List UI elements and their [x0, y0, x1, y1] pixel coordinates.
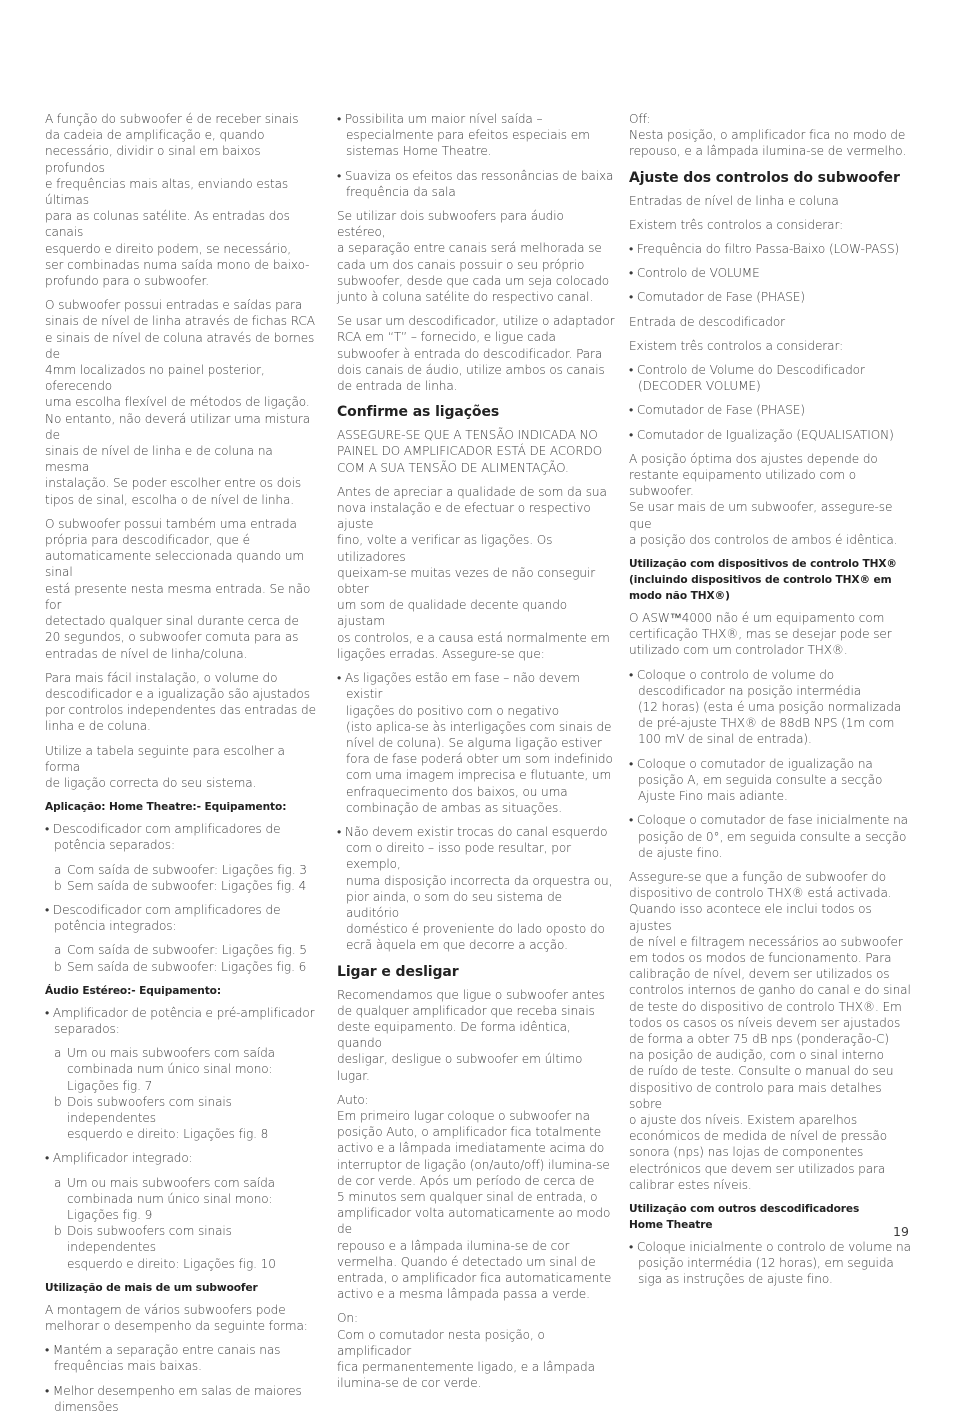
bullet-item: • Amplificador de potência e pré-amplificador separados:: [45, 1005, 317, 1037]
warning-paragraph: ASSEGURE-SE QUE A TENSÃO INDICADA NO PAINEL DO AMPLIFICADOR ESTÁ DE ACORDO COM A SUA TENSÃO DE ALIMENTAÇÃO.: [337, 428, 603, 475]
column-1: [45, 111, 317, 1423]
paragraph-off: Off: Nesta posição, o amplificador fica no modo de repouso, e a lâmpada ilumina-se de vermelho.: [629, 112, 907, 159]
paragraph: Antes de apreciar a qualidade de som da sua nova instalação e de efectuar o respectivo ajuste fino, volte a verificar as ligações. Os utilizadores queixam-se muitas vezes de não conseguir obter um som de qualidade decente quando ajustam os controlos, e a causa está normalmente em ligações erradas. Assegure-se que:: [337, 484, 610, 661]
bullet-item: • Controlo de VOLUME: [629, 265, 911, 281]
bullet-item: • Comutador de Igualização (EQUALISATION): [629, 427, 911, 443]
sub-item-label: b: [54, 959, 62, 974]
bullet-item: • As ligações estão em fase – não devem existir ligações do positivo com o negativo (isto aplica-se às interligações com sinais de nível de coluna). Se alguma ligação estiver fora de fase poderá obter um som indefinido com uma imagem imprecisa e flutuante, um enfraquecimento dos baixos, ou uma combinação de ambas as situações.: [337, 670, 615, 816]
section-heading-connections: Confirme as ligações: [337, 404, 500, 421]
page-number: 19: [893, 1224, 909, 1239]
paragraph: O subwoofer possui também uma entrada própria para descodificador, que é automaticamente seleccionada quando um sinal está presente nesta mesma entrada. Se não for detectado qualquer sinal durante cerca de 20 segundos, o subwoofer comuta para as entradas de nível de linha/coluna.: [45, 516, 311, 661]
paragraph: A montagem de vários subwoofers pode melhorar o desempenho da seguinte forma:: [45, 1302, 308, 1333]
sub-item-label: a: [54, 943, 62, 958]
subheading-home-theatre: Aplicação: Home Theatre:- Equipamento:: [45, 801, 287, 814]
paragraph: Se utilizar dois subwoofers para áudio estéreo, a separação entre canais será melhorada se cada um dos canais possuir o seu próprio subwoofer, desde que cada um seja colocado junto à coluna satélite do respectivo canal.: [337, 209, 610, 305]
sub-item-label: b: [54, 1224, 62, 1239]
paragraph: Assegure-se que a função de subwoofer do dispositivo de controlo THX® está activada. Quando isso acontece ele inclui todos os ajustes de nível e filtragem necessários ao subwoofer em todos os modos de funcionamento. Para calibração de nível, devem ser utilizados os controlos internos de ganho do canal e do sinal de teste do dispositivo de controlo THX®. Em todos os casos os níveis devem ser ajustados de forma a obter 75 dB nps (ponderação-C) na posição de audição, com o sinal interno de ruído de teste. Consulte o manual do seu dispositivo de controlo para mais detalhes sobre o ajuste dos níveis. Existem aparelhos económicos de medida de nível de pressão sonora (nps) nas lojas de componentes electrónicos que devem ser utilizados para calibrar estes níveis.: [629, 869, 911, 1192]
sub-item-text: Dois subwoofers com sinais independentes esquerdo e direito: Ligações fig. 10: [67, 1224, 276, 1271]
bullet-item: • Coloque o comutador de fase inicialmente na posição de 0°, em seguida consulte a secção de ajuste fino.: [629, 812, 911, 861]
bullet-item: • Comutador de Fase (PHASE): [629, 289, 911, 305]
sub-item-label: a: [54, 862, 62, 877]
paragraph-on: On: Com o comutador nesta posição, o amplificador fica permanentemente ligado, e a lâmpada ilumina-se de cor verde.: [337, 1311, 595, 1391]
bullet-item: • Coloque inicialmente o controlo de volume na posição intermédia (12 horas), em seguida siga as instruções de ajuste fino.: [629, 1239, 911, 1288]
sub-item-text: Um ou mais subwoofers com saída combinada num único sinal mono: Ligações fig. 9: [67, 1175, 275, 1222]
bullet-item: • Melhor desempenho em salas de maiores dimensões: [45, 1383, 317, 1415]
paragraph: Recomendamos que ligue o subwoofer antes de qualquer amplificador que receba sinais deste equipamento. De forma idêntica, quando desligar, desligue o subwoofer em último lugar.: [337, 987, 605, 1083]
paragraph: A posição óptima dos ajustes depende do restante equipamento utilizado com o subwoofer. Se usar mais de um subwoofer, assegure-se que a posição dos controlos de ambos é idêntica.: [629, 451, 898, 547]
paragraph: Utilize a tabela seguinte para escolher a forma de ligação correcta do seu sistema.: [45, 743, 285, 790]
sub-item-text: Sem saída de subwoofer: Ligações fig. 4: [67, 878, 307, 893]
sub-item: [54, 862, 317, 878]
bullet-item: • Suaviza os efeitos das ressonâncias de baixa frequência da sala: [337, 168, 615, 200]
column-3: [629, 111, 911, 1296]
paragraph: A função do subwoofer é de receber sinais da cadeia de amplificação e, quando necessário, dividir o sinal em baixos profundos e frequências mais altas, enviando estas últimas para as colunas satélite. As entradas dos canais esquerdo e direito podem, se necessário, ser combinadas numa saída mono de baixo- profundo para o subwoofer.: [45, 112, 310, 289]
bullet-item: • Não devem existir trocas do canal esquerdo com o direito – isso pode resultar, por exemplo, numa disposição incorrecta da orquestra ou, pior ainda, o som do seu sistema de auditório doméstico é proveniente do lado oposto do ecrã àquela em que decorre a acção.: [337, 824, 615, 954]
section-heading-power: Ligar e desligar: [337, 963, 459, 980]
bullet-item: • Amplificador integrado:: [45, 1150, 317, 1166]
paragraph: Existem três controlos a considerar:: [629, 217, 844, 232]
bullet-item: • Coloque o comutador de igualização na posição A, em seguida consulte a secção Ajuste Fino mais adiante.: [629, 756, 911, 805]
bullet-item: • Mantém a separação entre canais nas frequências mais baixas.: [45, 1342, 317, 1374]
bullet-item: • Descodificador com amplificadores de potência integrados:: [45, 902, 317, 934]
sub-item-text: Com saída de subwoofer: Ligações fig. 3: [67, 862, 307, 877]
sub-item-label: a: [54, 1046, 62, 1061]
subheading-audio-estereo: Áudio Estéreo:- Equipamento:: [45, 984, 221, 997]
section-heading-controls: Ajuste dos controlos do subwoofer: [629, 169, 900, 186]
subheading-multiple-subwoofers: Utilização de mais de um subwoofer: [45, 1281, 258, 1294]
sub-item: [54, 942, 317, 958]
bullet-item: • Descodificador com amplificadores de potência separados:: [45, 821, 317, 853]
subheading-other-decoders: Utilização com outros descodificadores Home Theatre: [629, 1202, 860, 1231]
sub-item-label: b: [54, 878, 62, 893]
sub-item-text: Com saída de subwoofer: Ligações fig. 5: [67, 943, 307, 958]
paragraph: Existem três controlos a considerar:: [629, 338, 844, 353]
paragraph: O ASW™4000 não é um equipamento com certificação THX®, mas se desejar pode ser utilizado com um controlador THX®.: [629, 611, 892, 658]
paragraph-auto: Auto: Em primeiro lugar coloque o subwoofer na posição Auto, o amplificador fica totalmente activo e a lâmpada imediatamente acima do interruptor de ligação (on/auto/off) ilumina-se de cor verde. Após um período de cerca de 5 minutos sem qualquer sinal de entrada, o amplificador volta automaticamente ao modo de repouso e a lâmpada ilumina-se de cor vermelha. Quando é detectado um sinal de entrada, o amplificador fica automaticamente activo e a mesma lâmpada passa a verde.: [337, 1092, 612, 1302]
sub-item-label: b: [54, 1094, 62, 1109]
sub-item-text: Dois subwoofers com sinais independentes esquerdo e direito: Ligações fig. 8: [67, 1094, 269, 1142]
bullet-item: • Coloque o controlo de volume do descodificador na posição intermédia (12 horas) (esta é uma posição normalizada de pré-ajuste THX® de 88dB NPS (1m com 100 mV de sinal de entrada).: [629, 667, 911, 748]
sub-item: [54, 878, 317, 894]
subheading-thx: Utilização com dispositivos de controlo THX® (incluindo dispositivos de controlo THX® em modo não THX®): [629, 558, 897, 603]
paragraph: Se usar um descodificador, utilize o adaptador RCA em “T” – fornecido, e ligue cada subwoofer à entrada do descodificador. Para dois canais de áudio, utilize ambos os canais de entrada de linha.: [337, 314, 615, 394]
sub-item: [54, 1045, 317, 1094]
sub-item: [54, 1223, 317, 1272]
bullet-item: • Possibilita um maior nível saída – especialmente para efeitos especiais em sistemas Home Theatre.: [337, 111, 615, 160]
column-2: [337, 111, 615, 1399]
sub-item-label: a: [54, 1175, 62, 1190]
sub-item: [54, 1094, 317, 1143]
sub-item-text: Um ou mais subwoofers com saída combinada num único sinal mono: Ligações fig. 7: [67, 1046, 275, 1093]
bullet-item: • Controlo de Volume do Descodificador (DECODER VOLUME): [629, 362, 911, 394]
paragraph: Entradas de nível de linha e coluna: [629, 193, 839, 208]
sub-item: [54, 959, 317, 975]
bullet-item: • Comutador de Fase (PHASE): [629, 402, 911, 418]
sub-item: [54, 1175, 317, 1224]
paragraph: Para mais fácil instalação, o volume do descodificador e a igualização são ajustados por controlos independentes das entradas de linha e de coluna.: [45, 670, 316, 734]
paragraph: Entrada de descodificador: [629, 314, 786, 329]
paragraph: O subwoofer possui entradas e saídas para sinais de nível de linha através de fichas RCA e sinais de nível de coluna através de bornes de 4mm localizados no painel posterior, oferecendo uma escolha flexível de métodos de ligação. No entanto, não deverá utilizar uma mistura de sinais de nível de linha e de coluna na mesma instalação. Se poder escolher entre os dois tipos de sinal, escolha o de nível de linha.: [45, 298, 315, 507]
bullet-item: • Frequência do filtro Passa-Baixo (LOW-PASS): [629, 241, 911, 257]
sub-item-text: Sem saída de subwoofer: Ligações fig. 6: [67, 959, 307, 974]
